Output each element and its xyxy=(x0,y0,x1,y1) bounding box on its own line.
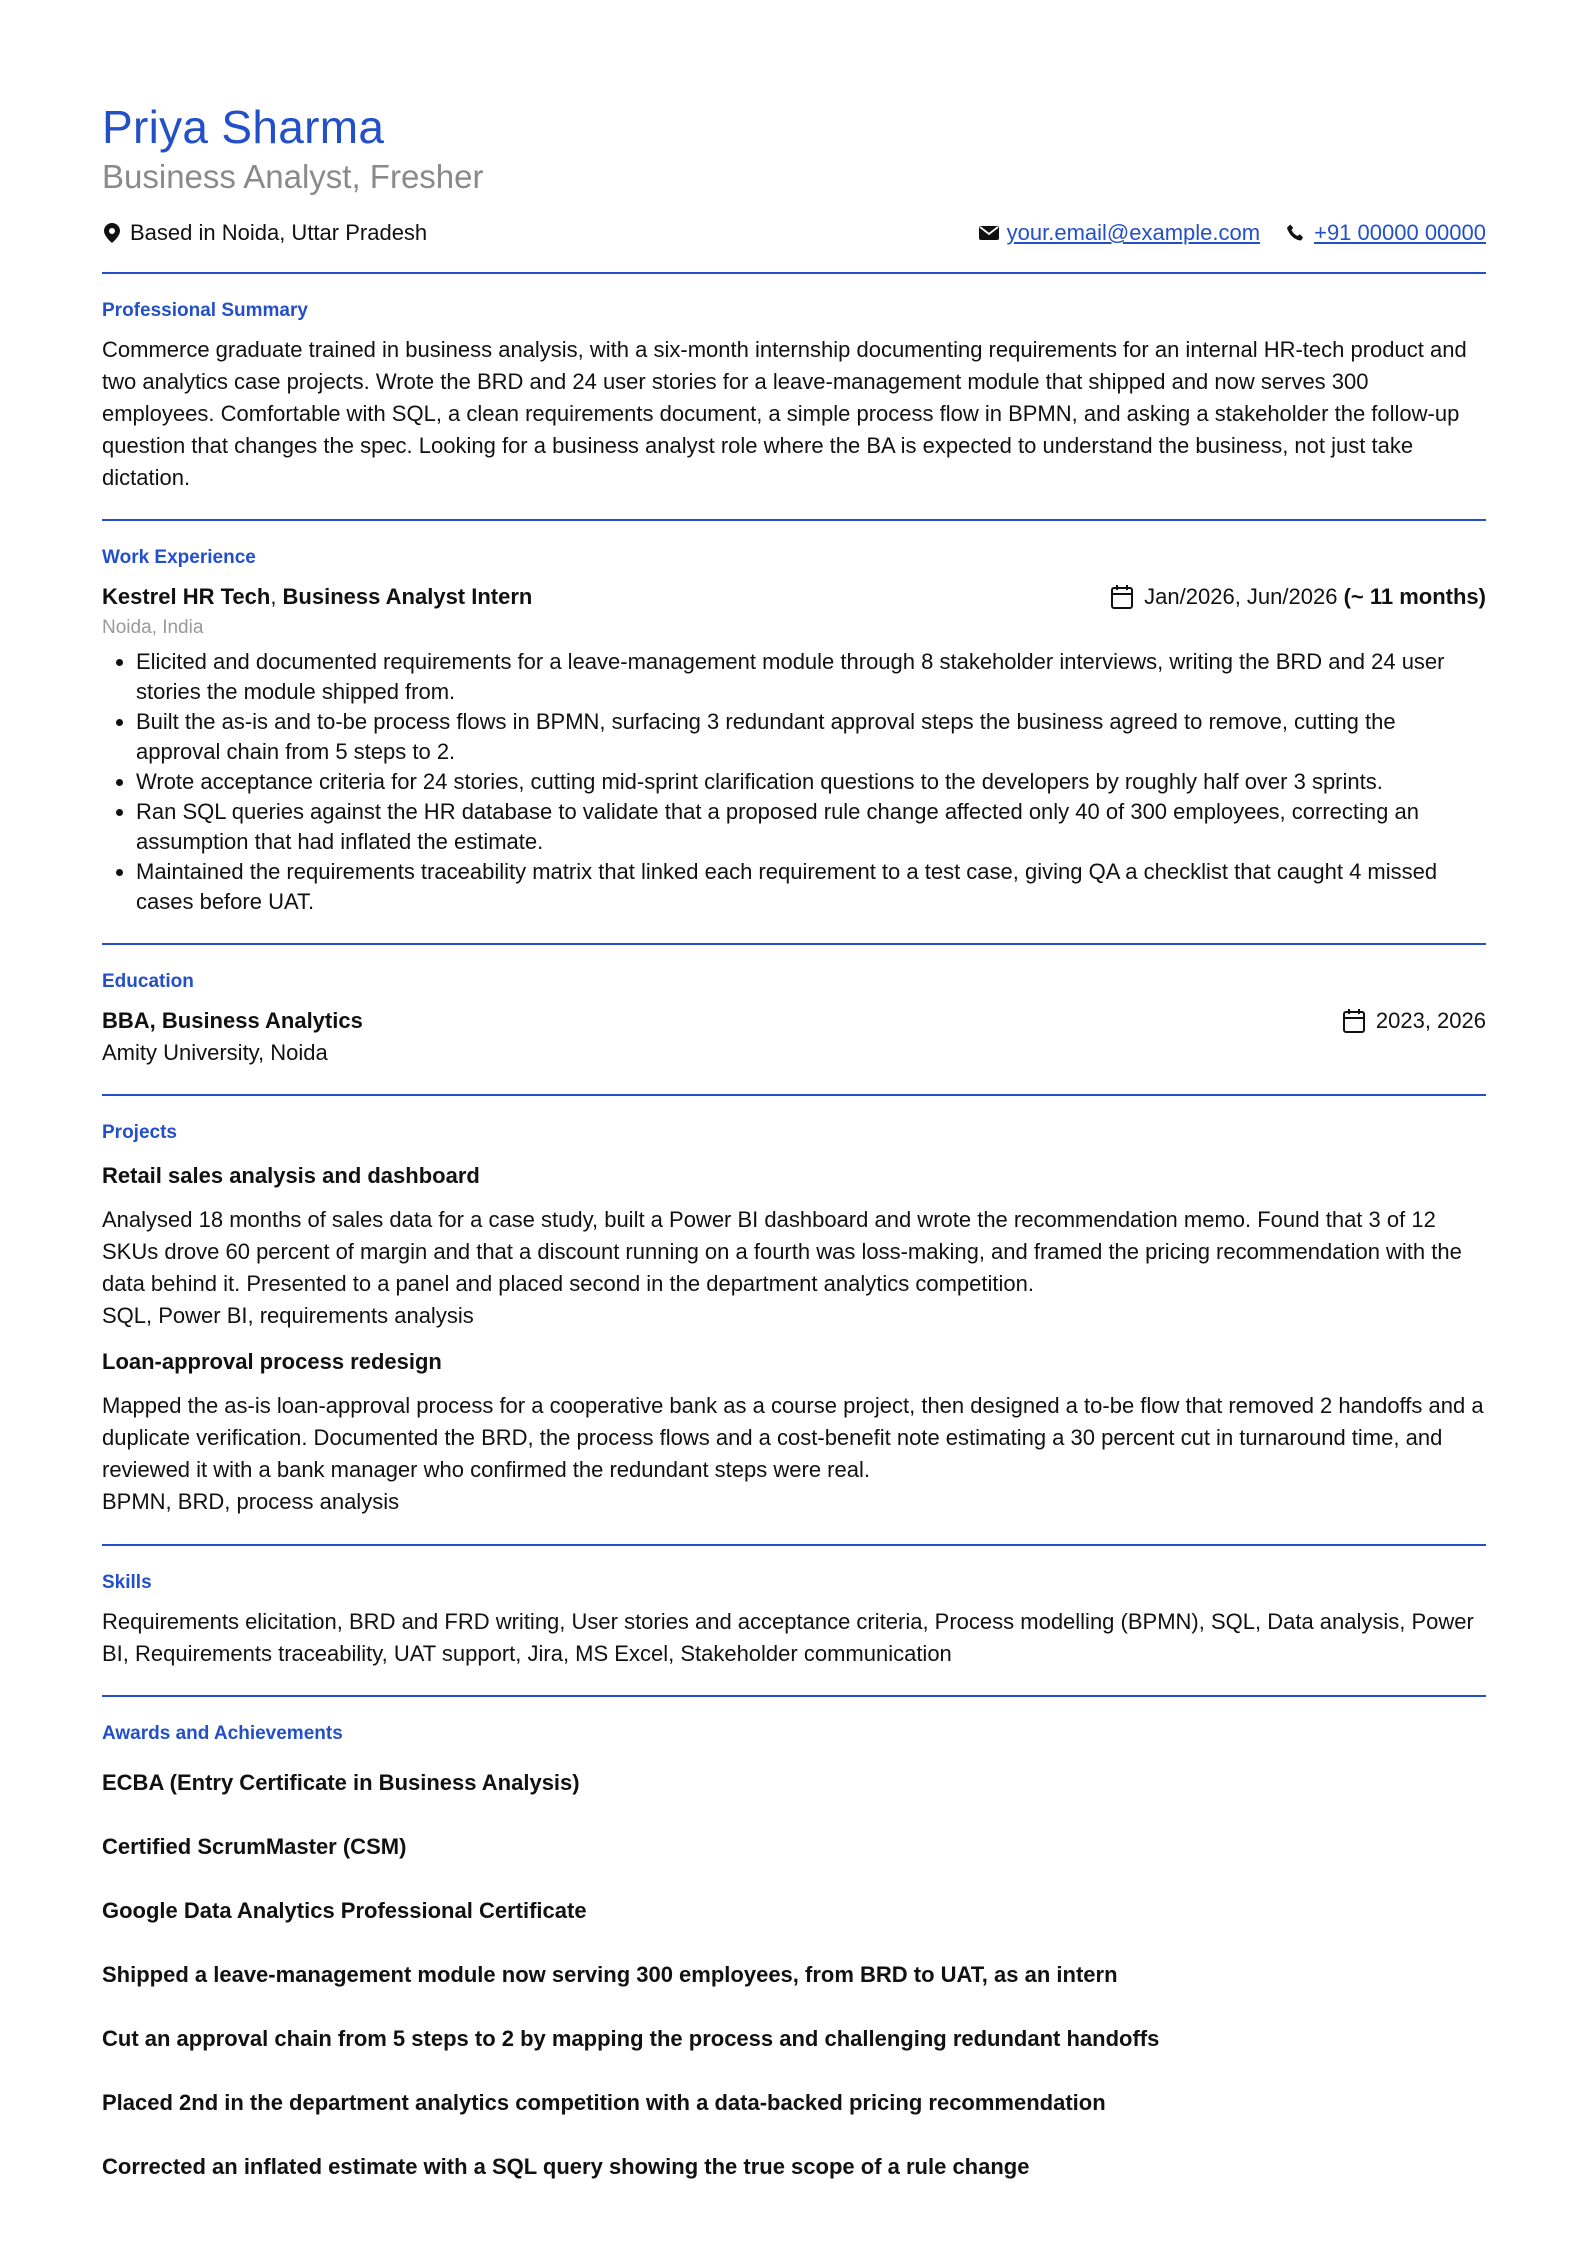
summary-text: Commerce graduate trained in business analysis, with a six-month internship documenting requirements for an internal HR-tech product and two analytics case projects. Wrote the BRD and 24 user stories for a leave-management module that shipped and now serves 300 employees. Comfortable with SQL, a clean requirements document, a simple process flow in BPMN, and asking a stakeholder the follow-up question that changes the spec. Looking for a business analyst role where the BA is expected to understand the business, not just take dictation. xyxy=(102,337,1467,490)
experience-section xyxy=(102,521,1486,917)
section-title-summary: Professional Summary xyxy=(102,300,308,321)
education-dates xyxy=(1342,1005,1486,1037)
candidate-name: Priya Sharma xyxy=(102,101,385,153)
award-item: Certified ScrumMaster (CSM) xyxy=(102,1834,407,1859)
email-link[interactable]: your.email@example.com xyxy=(1006,220,1261,245)
section-title-projects: Projects xyxy=(102,1122,177,1143)
degree: BBA, Business Analytics xyxy=(102,1008,363,1033)
location-text: Based in Noida, Uttar Pradesh xyxy=(130,220,428,245)
job-title xyxy=(102,581,532,613)
job-bullets xyxy=(102,647,1486,917)
contact-row xyxy=(102,216,1486,250)
job-location: Noida, India xyxy=(102,617,204,638)
project-tools: SQL, Power BI, requirements analysis xyxy=(102,1303,474,1328)
email-item xyxy=(979,220,1260,246)
award-item: Corrected an inflated estimate with a SQL query showing the true scope of a rule change xyxy=(102,2154,1030,2179)
project-description: Mapped the as-is loan-approval process for a cooperative bank as a course project, then designed a to-be flow that removed 2 handoffs and a duplicate verification. Documented the BRD, the process flows and a cost-benefit note estimating a 30 percent cut in turnaround time, and reviewed it with a bank manager who confirmed the redundant steps were real. xyxy=(102,1393,1484,1482)
projects-section xyxy=(102,1096,1486,1518)
project-description: Analysed 18 months of sales data for a case study, built a Power BI dashboard and wrote the recommendation memo. Found that 3 of 12 SKUs drove 60 percent of margin and that a discount running on a fourth was loss-making, and framed the pricing recommendation with the data behind it. Presented to a panel and placed second in the department analytics competition. xyxy=(102,1207,1462,1296)
position-name: Business Analyst Intern xyxy=(282,584,533,609)
list-item: • Built the as-is and to-be process flows in BPMN, surfacing 3 redundant approval steps the business agreed to remove, cutting the approval chain from 5 steps to 2. xyxy=(136,707,1486,767)
education-section xyxy=(102,945,1486,1069)
list-item: • Elicited and documented requirements for a leave-management module through 8 stakeholder interviews, writing the BRD and 24 user stories the module shipped from. xyxy=(136,647,1486,707)
summary-section xyxy=(102,274,1486,494)
list-item: • Maintained the requirements traceability matrix that linked each requirement to a test case, giving QA a checklist that caught 4 missed cases before UAT. xyxy=(136,857,1486,917)
section-title-experience: Work Experience xyxy=(102,547,256,568)
section-title-education: Education xyxy=(102,971,194,992)
job-header xyxy=(102,581,1486,613)
award-item: Shipped a leave-management module now serving 300 employees, from BRD to UAT, as an intern xyxy=(102,1962,1118,1987)
list-item: • Wrote acceptance criteria for 24 stories, cutting mid-sprint clarification questions to the developers by roughly half over 3 sprints. xyxy=(136,767,1486,797)
award-item: ECBA (Entry Certificate in Business Analysis) xyxy=(102,1770,580,1795)
award-item: Google Data Analytics Professional Certificate xyxy=(102,1898,587,1923)
resume-header xyxy=(102,98,1486,250)
section-title-awards: Awards and Achievements xyxy=(102,1723,343,1744)
title-separator: , xyxy=(270,584,283,609)
phone-link[interactable]: +91 00000 00000 xyxy=(1314,220,1486,245)
project-tools: BPMN, BRD, process analysis xyxy=(102,1489,400,1514)
job-dates xyxy=(1110,581,1486,613)
phone-icon xyxy=(1286,223,1306,243)
phone-item xyxy=(1286,220,1486,246)
skills-text: Requirements elicitation, BRD and FRD writing, User stories and acceptance criteria, Process modelling (BPMN), SQL, Data analysis, Power BI, Requirements traceability, UAT support, Jira, MS Excel, Stakeholder communication xyxy=(102,1609,1474,1666)
project-title: Loan-approval process redesign xyxy=(102,1349,442,1374)
job-duration: (~ 11 months) xyxy=(1343,584,1486,609)
map-pin-icon xyxy=(102,223,122,243)
contact-links xyxy=(953,220,1486,246)
education-header xyxy=(102,1005,1486,1037)
calendar-icon xyxy=(1110,584,1134,610)
education-date-range: 2023, 2026 xyxy=(1375,1008,1486,1033)
award-item: Cut an approval chain from 5 steps to 2 by mapping the process and challenging redundant handoffs xyxy=(102,2026,1160,2051)
project-title: Retail sales analysis and dashboard xyxy=(102,1163,480,1188)
project-item xyxy=(102,1160,1486,1332)
calendar-icon xyxy=(1342,1008,1366,1034)
section-title-skills: Skills xyxy=(102,1572,152,1593)
candidate-role: Business Analyst, Fresher xyxy=(102,158,484,195)
envelope-icon xyxy=(979,223,999,243)
school-name: Amity University, Noida xyxy=(102,1040,328,1065)
awards-section xyxy=(102,1697,1486,2183)
list-item: • Ran SQL queries against the HR database to validate that a proposed rule change affected only 40 of 300 employees, correcting an assumption that had inflated the estimate. xyxy=(136,797,1486,857)
skills-section xyxy=(102,1546,1486,1670)
location xyxy=(102,220,427,246)
company-name: Kestrel HR Tech xyxy=(102,584,271,609)
job-date-range: Jan/2026, Jun/2026 xyxy=(1144,584,1338,609)
award-item: Placed 2nd in the department analytics competition with a data-backed pricing recommendation xyxy=(102,2090,1106,2115)
project-item xyxy=(102,1346,1486,1518)
